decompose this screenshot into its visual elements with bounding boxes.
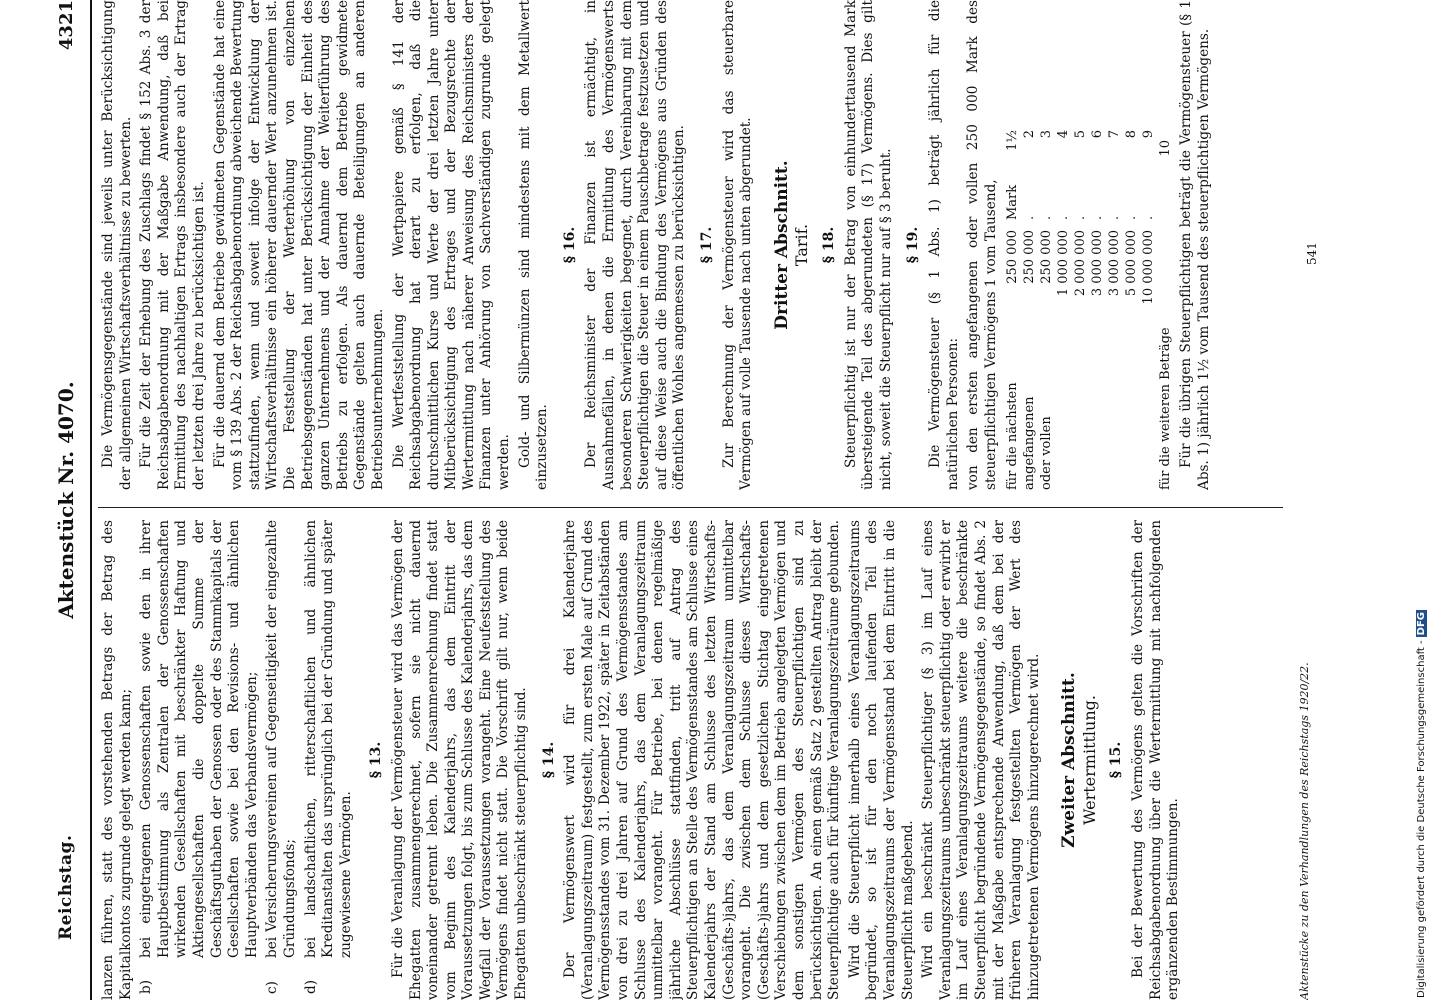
list-item: d) bei landschaftlichen, ritterschaftlichen und ähnlichen Kreditanstalten das ursprünglich bei der Gründung und später zugewiesene Vermögen.	[302, 520, 354, 994]
section-heading: § 15.	[1108, 741, 1125, 779]
part-subtitle: Tarif.	[792, 223, 812, 267]
left-column	[100, 520, 1280, 1000]
rate-row: 3 000 000 . 7	[1107, 130, 1123, 297]
rate-row: 5 000 000 . 8	[1124, 130, 1140, 297]
list-item: b) bei eingetragenen Genossenschaften sowie den in ihrer Hauptbestimmung als Zentralen der Genossenschaften wirkenden Gesellschaften mit beschränkter Haftung und Aktiengesellschaften die doppelte Summe der Geschäftsguthaben der Genossen oder des Stammkapitals der Gesellschaften sowie bei den Revisions- und ähnlichen Hauptverbänden das Verbandsvermögen;	[138, 520, 260, 994]
section-heading: § 14.	[540, 741, 557, 779]
enumerated-list	[138, 520, 358, 1000]
section-heading: § 13.	[368, 741, 385, 779]
part-heading: Zweiter Abschnitt.	[1059, 672, 1080, 848]
paragraph: Steuerpflichtig ist nur der Betrag von einhunderttausend Mark übersteigende Teil des abgerundeten (§ 17) Vermögens. Dies gilt nicht, soweit die Steuerpflicht nur auf § 3 beruht.	[842, 0, 894, 490]
section-heading: § 18.	[820, 226, 837, 264]
page-number: 4321	[56, 0, 77, 51]
paragraph: Bei der Bewertung des Vermögens gelten die Vorschriften der Reichsabgabenordnung über die Wertermittlung mit nachfolgenden ergänzenden Bestimmungen.	[1130, 520, 1182, 1000]
paragraph: Wird ein beschränkt Steuerpflichtiger (§ 3) im Lauf eines Veranlagungszeitraums unbeschränkt steuerpflichtig oder erwirbt er im Lauf eines Veranlagungszeitraums weitere die beschränkte Steuerpflicht begründende Vermögensgegenstände, so findet Abs. 2 mit der Maßgabe entsprechende Anwendung, daß dem bei der früheren Veranlagung festgestellten Vermögen der Wert des hinzugetretenen Vermögens hinzugerechnet wird.	[920, 520, 1042, 1000]
rate-row: 1 000 000 . 4	[1056, 130, 1072, 297]
paragraph: Für die Veranlagung der Vermögensteuer wird das Vermögen der Ehegatten zusammengerechnet, sofern sie nicht dauernd voneinander getrennt leben. Die Zusammenrechnung findet statt vom Beginn des Kalenderjahrs, das dem Eintritt der Voraussetzungen folgt, bis zum Schlusse des Kalenderjahrs, das dem Wegfall der Voraussetzungen vorangeht. Eine Neufeststellung des Vermögens findet nicht statt. Die Vorschrift gilt nur, wenn beide Ehegatten unbeschränkt steuerpflichtig sind.	[389, 520, 530, 1000]
document-page	[50, 0, 1340, 1000]
rate-row: 10 000 000 . 9	[1141, 130, 1157, 305]
rate-row: für die weiteren Beträge 10	[1158, 140, 1174, 490]
page-footer: Aktenstücke zu den Verhandlungen des Reichstags 1920/22.	[1298, 662, 1312, 1000]
digitization-text: Digitalisierung gefördert durch die Deutsche Forschungsgemeinschaft -	[1416, 640, 1427, 998]
page-header	[50, 0, 92, 1000]
column-divider	[98, 507, 1283, 508]
dfg-logo: DFG	[1416, 612, 1427, 636]
header-left: Reichstag.	[56, 834, 76, 940]
footer-page-number: 541	[1305, 242, 1320, 265]
paragraph: Gold- und Silbermünzen sind mindestens mit dem Metallwert einzusetzen.	[516, 0, 551, 490]
paragraph: Für die dauernd dem Betriebe gewidmeten Gegenstände hat eine vom § 139 Abs. 2 der Reichsabgabenordnung abweichende Bewertung stattzufinden, wenn und soweit infolge der Entwicklung der Wirtschaftsverhältnisse ein höherer dauernder Wert anzunehmen ist. Die Feststellung der Werterhöhung von einzelnen Betriebsgegenständen hat unter Berücksichtigung der Einheit des ganzen Unternehmens und der Annahme der Weiterführung des Betriebs zu erfolgen. Als dauernd dem Betriebe gewidmete Gegenstände gelten auch dauernde Beteiligungen an anderen Betriebsunternehmungen.	[211, 0, 386, 490]
section-heading: § 16.	[561, 226, 578, 264]
paragraph: lanzen führen, statt des vorstehenden Betrags der Betrag des Kapitalkontos zugrunde gelegt werden kann;	[100, 520, 134, 1000]
paragraph: Die Wertfeststellung der Wertpapiere gemäß § 141 der Reichsabgabenordnung hat derart zu erfolgen, daß die durchschnittlichen Kurse und Werte der drei letzten Jahre unter Mitberücksichtigung des Ertrages und der Bezugsrechte der Wertermittlung nach näherer Anweisung des Reichsministers der Finanzen unter Anhörung von Sachverständigen zugrunde gelegt werden.	[390, 0, 513, 490]
header-title: Aktenstück Nr. 4070.	[54, 381, 78, 619]
paragraph: Wird die Steuerpflicht innerhalb eines Veranlagungszeitraums begründet, so ist für den noch laufenden Teil des Veranlagungszeitraums der Vermögensstand bei dem Eintritt in die Steuerpflicht maßgebend.	[846, 520, 916, 1000]
paragraph: Die Vermögensteuer (§ 1 Abs. 1) beträgt jährlich für die natürlichen Personen:	[926, 0, 961, 490]
digitization-note	[1414, 8, 1430, 998]
part-heading: Dritter Abschnitt.	[771, 160, 792, 330]
part-subtitle: Wertermittlung.	[1079, 695, 1099, 826]
section-heading: § 17.	[699, 226, 715, 264]
rate-row: 2 000 000 . 5	[1073, 130, 1089, 297]
paragraph: Für die Zeit der Erhebung des Zuschlags findet § 152 Abs. 3 der Reichsabgabenordnung mit der Maßgabe Anwendung, daß bei Ermittlung des nachhaltigen Ertrags insbesondere auch der Ertrag der letzten drei Jahre zu berücksichtigen ist.	[138, 0, 207, 490]
paragraph: von den ersten angefangenen oder vollen 250 000 Mark des steuerpflichtigen Vermögens 1 vom Tausend,	[965, 0, 999, 490]
rate-row: 3 000 000 . 6	[1090, 130, 1106, 297]
tax-rate-table	[1004, 0, 1174, 490]
rate-row: oder vollen 250 000 . 3	[1039, 130, 1055, 490]
right-column	[100, 0, 1280, 490]
rate-row: angefangenen 250 000 . 2	[1022, 130, 1038, 490]
paragraph: Der Reichsminister der Finanzen ist ermächtigt, in Ausnahmefällen, in denen die Ermittlung des Vermögenswerts besonderen Schwierigkeiten begegnet, durch Vereinbarung mit dem Steuerpflichtigen die Steuer in einem Pauschbetrage festzusetzen und auf diese Weise auch die Bindung des Vermögens aus Gründen des öffentlichen Wohles angemessen zu berücksichtigen.	[583, 0, 688, 490]
paragraph: Die Vermögensgegenstände sind jeweils unter Berücksichtigung der allgemeinen Wirtschaftsverhältnisse zu bewerten.	[100, 0, 134, 490]
paragraph: Zur Berechnung der Vermögensteuer wird das steuerbare Vermögen auf volle Tausende nach unten abgerundet.	[720, 0, 755, 490]
list-item: c) bei Versicherungsvereinen auf Gegenseitigkeit der eingezahlte Gründungsfonds;	[264, 520, 298, 994]
rate-row: für die nächsten 250 000 Mark 1½	[1005, 130, 1021, 490]
section-heading: § 19.	[905, 226, 922, 264]
paragraph: Der Vermögenswert wird für drei Kalenderjahre (Veranlagungszeitraum) festgestellt, zum ersten Male auf Grund des Vermögensstandes vom 31. Dezember 1922, später in Zeitabständen von drei zu drei Jahren auf Grund des Vermögensstandes am Schlusse des Kalenderjahrs, das dem Veranlagungszeitraum unmittelbar vorangeht. Für Betriebe, bei denen regelmäßige jährliche Abschlüsse stattfinden, tritt auf Antrag des Steuerpflichtigen an Stelle des Vermögensstandes am Schlusse eines Kalenderjahrs der Stand am Schlusse des letzten Wirtschafts-(Geschäfts-)jahrs, das dem Veranlagungszeitraum unmittelbar vorangeht. Die zwischen dem Schlusse dieses Wirtschafts-(Geschäfts-)jahrs und dem gesetzlichen Stichtag eingetretenen Verschiebungen zwischen dem im Betrieb angelegten Vermögen und dem sonstigen Vermögen des Steuerpflichtigen sind zu berücksichtigen. An einen gemäß Satz 2 gestellten Antrag bleibt der Steuerpflichtige auch für künftige Veranlagungszeiträume gebunden.	[562, 520, 843, 1000]
paragraph: Für die übrigen Steuerpflichtigen beträgt die Vermögensteuer (§ 1 Abs. 1) jährlich 1½ vom Tausend des steuerpflichtigen Vermögens.	[1178, 0, 1212, 490]
